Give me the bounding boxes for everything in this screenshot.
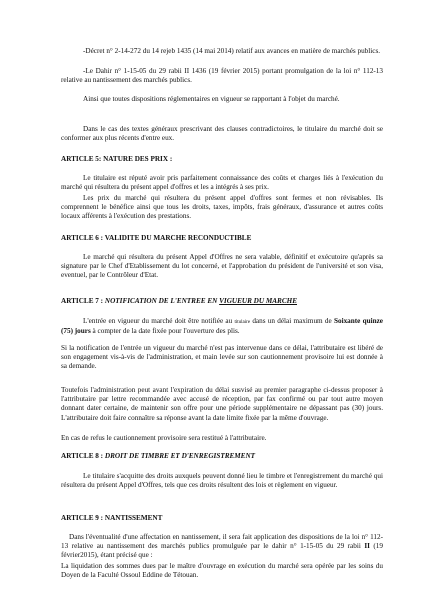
article7-para2-block [61, 344, 383, 372]
article7-paragraph-2: Si la notification de l'entrée un vigueur du marché n'est pas intervenue dans ce délai, l'attributaire est libéré de son engagement vis-à-vis de l'administration, et main levée sur son cautionnement provisoire lui est donnée à sa demande. [61, 344, 383, 371]
article5-heading: ARTICLE 5: NATURE DES PRIX : [61, 155, 173, 163]
article8-heading-block [61, 452, 383, 461]
article5-para1-block [61, 174, 383, 192]
article5-para2-block [61, 194, 383, 222]
article9-paragraph-1 [61, 533, 383, 561]
article9-p1-start: Dans l'éventualité d'une affectation en nantissement, il sera fait application des dispositions de la loi n° 112-13 relative au nantissement des marchés publics promulguée par le dahir n° 1-15-05 du 29 rabii [61, 533, 383, 551]
article9-heading-block [61, 514, 383, 523]
article7-p1-delay: Soixante quinze (75) jours [61, 317, 383, 336]
article7-heading-prefix: ARTICLE 7 : [61, 297, 105, 305]
article7-paragraph-4: En cas de refus le cautionnement provisoire sera restitué à l'attributaire. [61, 434, 267, 442]
ainsi-block [61, 95, 383, 104]
article7-p1-tiny: titulaire [234, 320, 251, 325]
decret-2014-paragraph: -Décret n° 2-14-272 du 14 rejeb 1435 (14 mai 2014) relatif aux avances en matière de marchés publics. [83, 47, 381, 55]
article7-para3-block [61, 386, 383, 423]
article9-paragraph-2: La liquidation des sommes dues par le maître d'ouvrage en exécution du marché sera opérée par les soins du Doyen de la Faculté Ossoul Eddine de Tétouan. [61, 562, 383, 580]
article5-paragraph-1: Le titulaire est réputé avoir pris parfaitement connaissance des coûts et charges liés à l'exécution du marché qui résultera du présent appel d'offres et les a intégrés à ses prix. [61, 174, 383, 192]
article7-heading [61, 297, 383, 306]
article9-para2-block [61, 562, 383, 580]
article7-paragraph-3: Toutefois l'administration peut avant l'expiration du délai susvisé au premier paragraphe ci-dessus proposer à l'attributaire par lettre recommandée avec accusé de réception, par fax confirmé ou par tout autre moyen donnant dater certaine, de maintenir son offre pour une période supplémentaire ne dépassant pas (30) jours. L'attributaire doit faire connaître sa réponse avant la date limite fixée par la même d'ouvrage. [61, 386, 383, 422]
article7-paragraph-1 [61, 317, 383, 336]
contradictoires-block [61, 125, 383, 143]
article8-para1-block [61, 472, 383, 490]
article9-heading: ARTICLE 9 : NANTISSEMENT [61, 514, 163, 522]
article7-heading-italic: NOTIFICATION DE L'ENTREE EN [104, 297, 220, 305]
article7-p1-start: L'entrée en vigueur du marché doit être notifiée au [83, 317, 235, 325]
article7-p1-end: à compter de la date fixée pour l'ouverture des plis. [90, 327, 240, 336]
article6-heading-block [61, 234, 383, 243]
article7-para1-block [61, 317, 383, 336]
article5-heading-block [61, 155, 383, 164]
article8-heading [61, 452, 383, 461]
article8-paragraph-1: Le titulaire s'acquitte des droits auxquels peuvent donné lieu le timbre et l'enregistrement du marché qui résultera du présent Appel d'Offres, tels que ces droits résultent des lois et règlement en vigueur. [61, 472, 383, 490]
decret-2014-block [61, 47, 383, 56]
article9-para1-block [61, 533, 383, 561]
article9-p1-end: (19 février2015), étant précisé que : [61, 542, 383, 560]
article6-heading: ARTICLE 6 : VALIDITE DU MARCHE RECONDUCTIBLE [61, 234, 252, 242]
article7-heading-block [61, 297, 383, 306]
dahir-2015-block [61, 67, 383, 85]
article8-heading-prefix: ARTICLE 8 : [61, 452, 105, 460]
article5-paragraph-2: Les prix du marché qui résultera du présent appel d'offres sont fermes et non révisables. Ils comprennent le bénéfice ainsi que tous les droits, taxes, impôts, frais généraux, d'assurance et autres coûts locaux afférents à l'exécution des prestations. [61, 194, 383, 221]
ainsi-paragraph: Ainsi que toutes dispositions réglementaires en vigueur se rapportant à l'objet du marché. [83, 95, 340, 103]
article6-para1-block [61, 253, 383, 281]
article7-p1-mid: dans un délai maximum de [250, 317, 334, 325]
article9-p1-roman: II [364, 542, 370, 551]
article7-heading-suffix: VIGUEUR DU MARCHE [219, 297, 298, 305]
dahir-2015-paragraph: -Le Dahir n° 1-15-05 du 29 rabii II 1436 (19 février 2015) portant promulgation de la loi n° 112-13 relative au nantissement des marchés publics. [61, 67, 383, 85]
article6-paragraph-1: Le marché qui résultera du présent Appel d'Offres ne sera valable, définitif et exécutoire qu'après sa signature par le Chef d'Etablissement du lot concerné, et l'approbation du président de l'université et son visa, eventuel, par le Contrôleur d'Etat. [61, 253, 383, 280]
contradictoires-paragraph: Dans le cas des textes généraux prescrivant des clauses contradictoires, le titulaire du marché doit se conformer aux plus récents d'entre eux. [61, 125, 383, 143]
article7-para4-block [61, 434, 383, 443]
article8-heading-italic: DROIT DE TIMBRE ET D'ENREGISTREMENT [104, 452, 256, 460]
